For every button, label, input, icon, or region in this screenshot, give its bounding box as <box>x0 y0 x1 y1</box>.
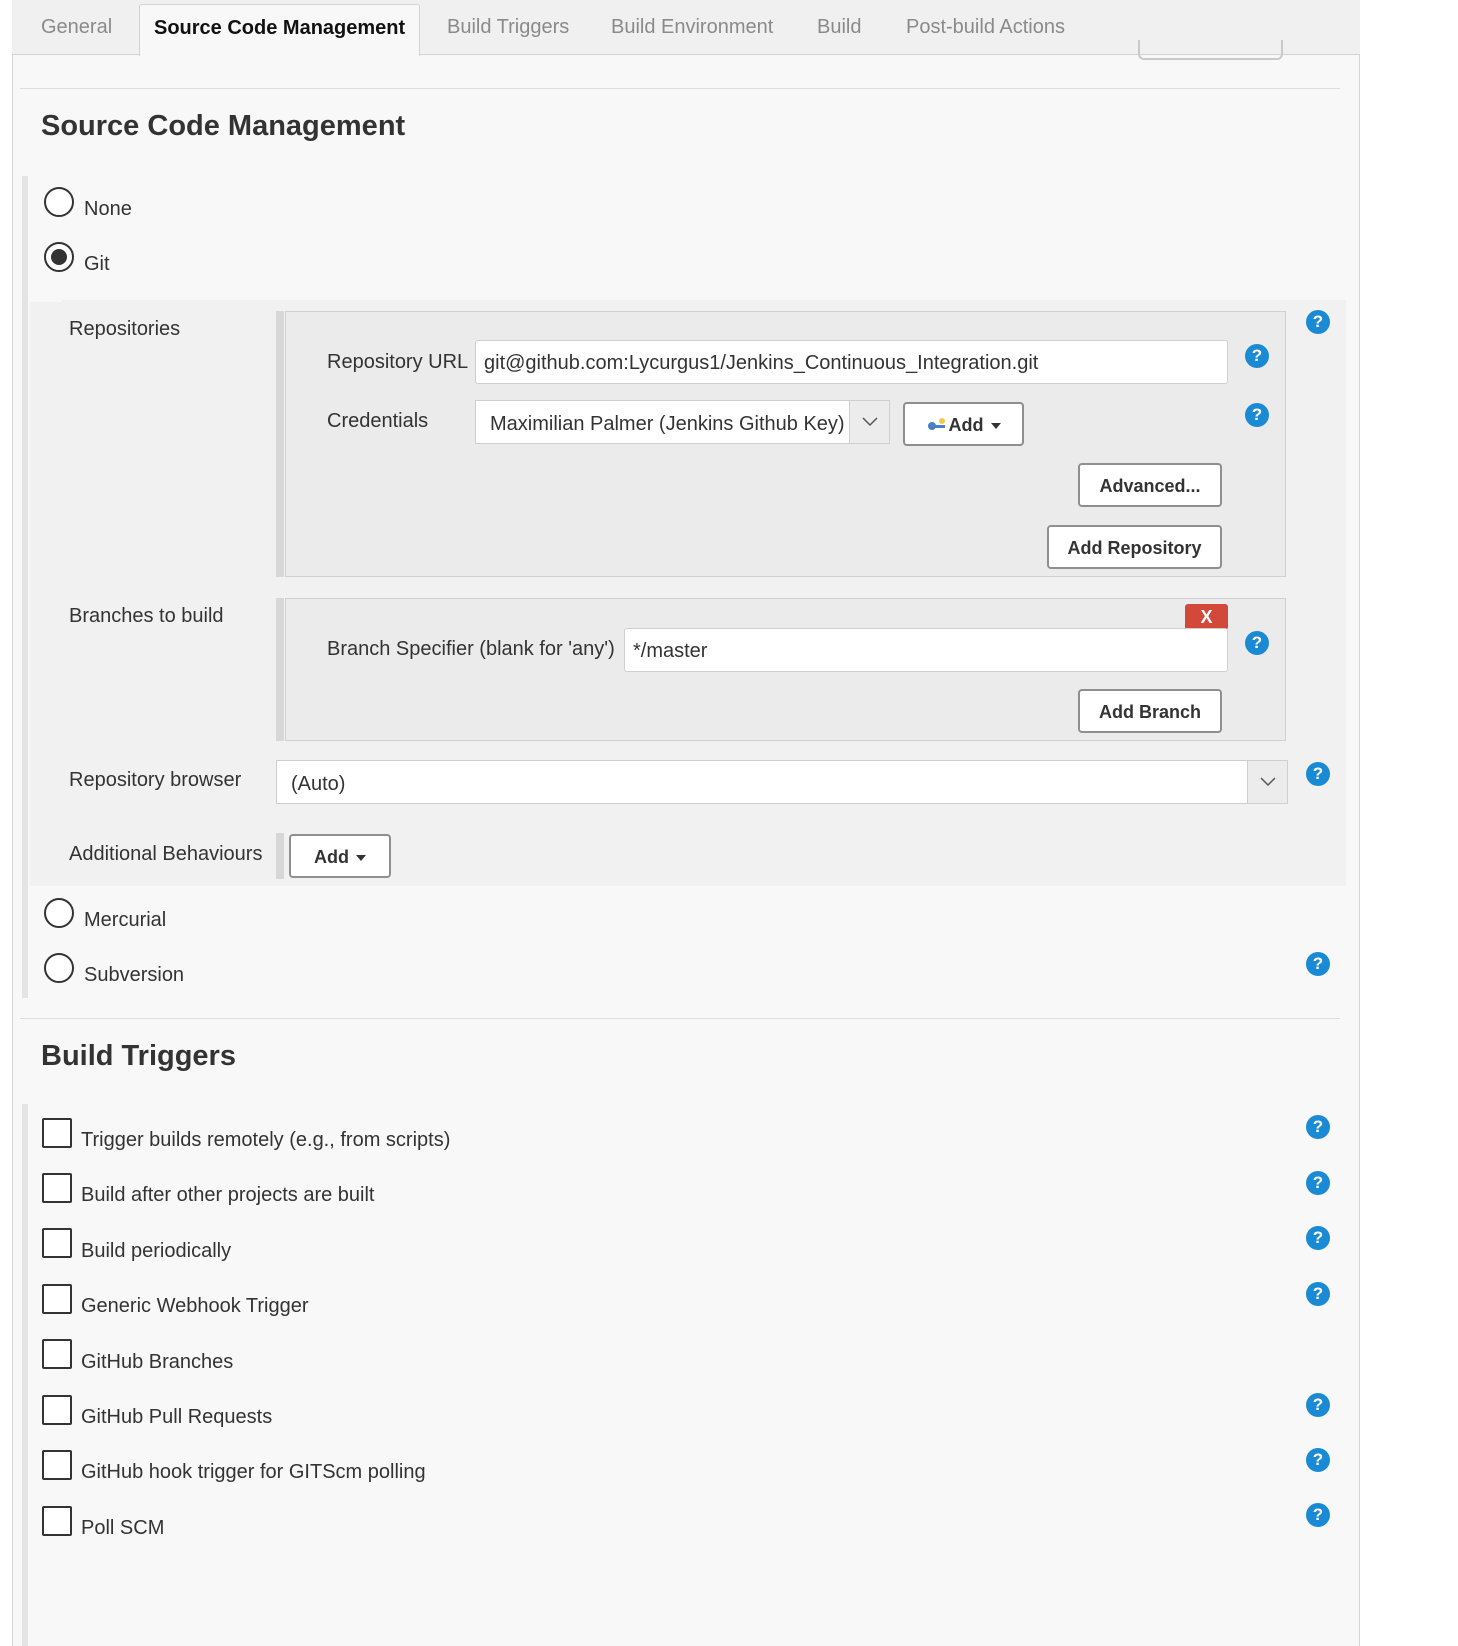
add-branch-button[interactable]: Add Branch <box>1078 689 1222 733</box>
help-icon[interactable]: ? <box>1306 1503 1330 1527</box>
section-title-build-triggers: Build Triggers <box>41 1040 236 1072</box>
branches-label: Branches to build <box>69 605 224 627</box>
section-rail <box>22 176 28 998</box>
checkbox-build-after-other-projects[interactable] <box>42 1173 72 1203</box>
checkbox-build-periodically[interactable] <box>42 1228 72 1258</box>
key-icon <box>927 416 947 437</box>
repositories-rail <box>276 311 284 577</box>
radio-label-none: None <box>84 198 132 220</box>
trigger-label: Trigger builds remotely (e.g., from scripts) <box>81 1129 451 1151</box>
tab-build-environment[interactable]: Build Environment <box>611 16 774 38</box>
section-rail <box>22 1104 28 1646</box>
trigger-label: Poll SCM <box>81 1517 165 1539</box>
radio-subversion[interactable] <box>44 953 74 983</box>
trigger-label: Generic Webhook Trigger <box>81 1295 309 1317</box>
repository-browser-label: Repository browser <box>69 769 242 791</box>
radio-mercurial[interactable] <box>44 898 74 928</box>
radio-none[interactable] <box>44 187 74 217</box>
credentials-select[interactable] <box>475 400 890 444</box>
help-icon[interactable]: ? <box>1306 1393 1330 1417</box>
radio-label-mercurial: Mercurial <box>84 909 167 931</box>
checkbox-poll-scm[interactable] <box>42 1506 72 1536</box>
additional-behaviours-rail <box>276 833 284 879</box>
help-icon[interactable]: ? <box>1245 344 1269 368</box>
help-icon[interactable]: ? <box>1306 1171 1330 1195</box>
checkbox-generic-webhook-trigger[interactable] <box>42 1284 72 1314</box>
advanced-button[interactable]: Advanced... <box>1078 463 1222 507</box>
tab-general[interactable]: General <box>41 16 113 38</box>
checkbox-github-hook-trigger[interactable] <box>42 1450 72 1480</box>
repository-browser-value: (Auto) <box>291 773 346 795</box>
section-title-scm: Source Code Management <box>41 110 406 142</box>
checkbox-github-branches[interactable] <box>42 1339 72 1369</box>
caret-down-icon <box>991 423 1001 429</box>
add-credentials-label: Add <box>948 415 984 435</box>
radio-label-git: Git <box>84 253 110 275</box>
repository-url-label: Repository URL <box>327 351 469 373</box>
caret-down-icon <box>356 855 366 861</box>
trigger-label: GitHub hook trigger for GITScm polling <box>81 1461 426 1483</box>
help-icon[interactable]: ? <box>1306 762 1330 786</box>
branches-rail <box>276 598 284 741</box>
add-behaviour-button[interactable] <box>289 834 391 878</box>
help-icon[interactable]: ? <box>1306 1226 1330 1250</box>
help-icon[interactable]: ? <box>1245 403 1269 427</box>
divider <box>20 88 1340 89</box>
git-block-notch <box>30 288 62 302</box>
additional-behaviours-label: Additional Behaviours <box>69 843 263 865</box>
repositories-label: Repositories <box>69 318 181 340</box>
trigger-label: GitHub Pull Requests <box>81 1406 273 1428</box>
repository-url-input[interactable]: git@github.com:Lycurgus1/Jenkins_Continuous_Integration.git <box>475 340 1228 384</box>
add-behaviour-label: Add <box>314 847 349 867</box>
trigger-label: Build periodically <box>81 1240 232 1262</box>
help-icon[interactable]: ? <box>1245 631 1269 655</box>
tab-build[interactable]: Build <box>817 16 862 38</box>
tab-build-triggers[interactable]: Build Triggers <box>447 16 570 38</box>
checkbox-github-pull-requests[interactable] <box>42 1395 72 1425</box>
radio-label-subversion: Subversion <box>84 964 185 986</box>
trigger-label: GitHub Branches <box>81 1351 234 1373</box>
add-repository-button[interactable]: Add Repository <box>1047 525 1222 569</box>
credentials-label: Credentials <box>327 410 429 432</box>
chevron-down-icon <box>849 401 889 443</box>
credentials-value: Maximilian Palmer (Jenkins Github Key) <box>490 413 845 435</box>
tab-source-code-management[interactable]: Source Code Management <box>139 4 420 56</box>
help-icon[interactable]: ? <box>1306 952 1330 976</box>
tab-post-build-actions[interactable]: Post-build Actions <box>906 16 1065 38</box>
branch-specifier-input[interactable]: */master <box>624 628 1228 672</box>
help-icon[interactable]: ? <box>1306 1448 1330 1472</box>
help-icon[interactable]: ? <box>1306 310 1330 334</box>
delete-branch-button[interactable]: X <box>1185 604 1228 630</box>
repository-browser-select[interactable] <box>276 760 1288 804</box>
checkbox-trigger-remotely[interactable] <box>42 1118 72 1148</box>
divider <box>20 1018 1340 1019</box>
radio-git[interactable] <box>44 242 74 272</box>
partial-button-edge <box>1138 40 1283 60</box>
branch-specifier-label: Branch Specifier (blank for 'any') <box>327 638 615 660</box>
chevron-down-icon <box>1247 761 1287 803</box>
trigger-label: Build after other projects are built <box>81 1184 375 1206</box>
add-credentials-button[interactable] <box>903 402 1024 446</box>
help-icon[interactable]: ? <box>1306 1282 1330 1306</box>
help-icon[interactable]: ? <box>1306 1115 1330 1139</box>
